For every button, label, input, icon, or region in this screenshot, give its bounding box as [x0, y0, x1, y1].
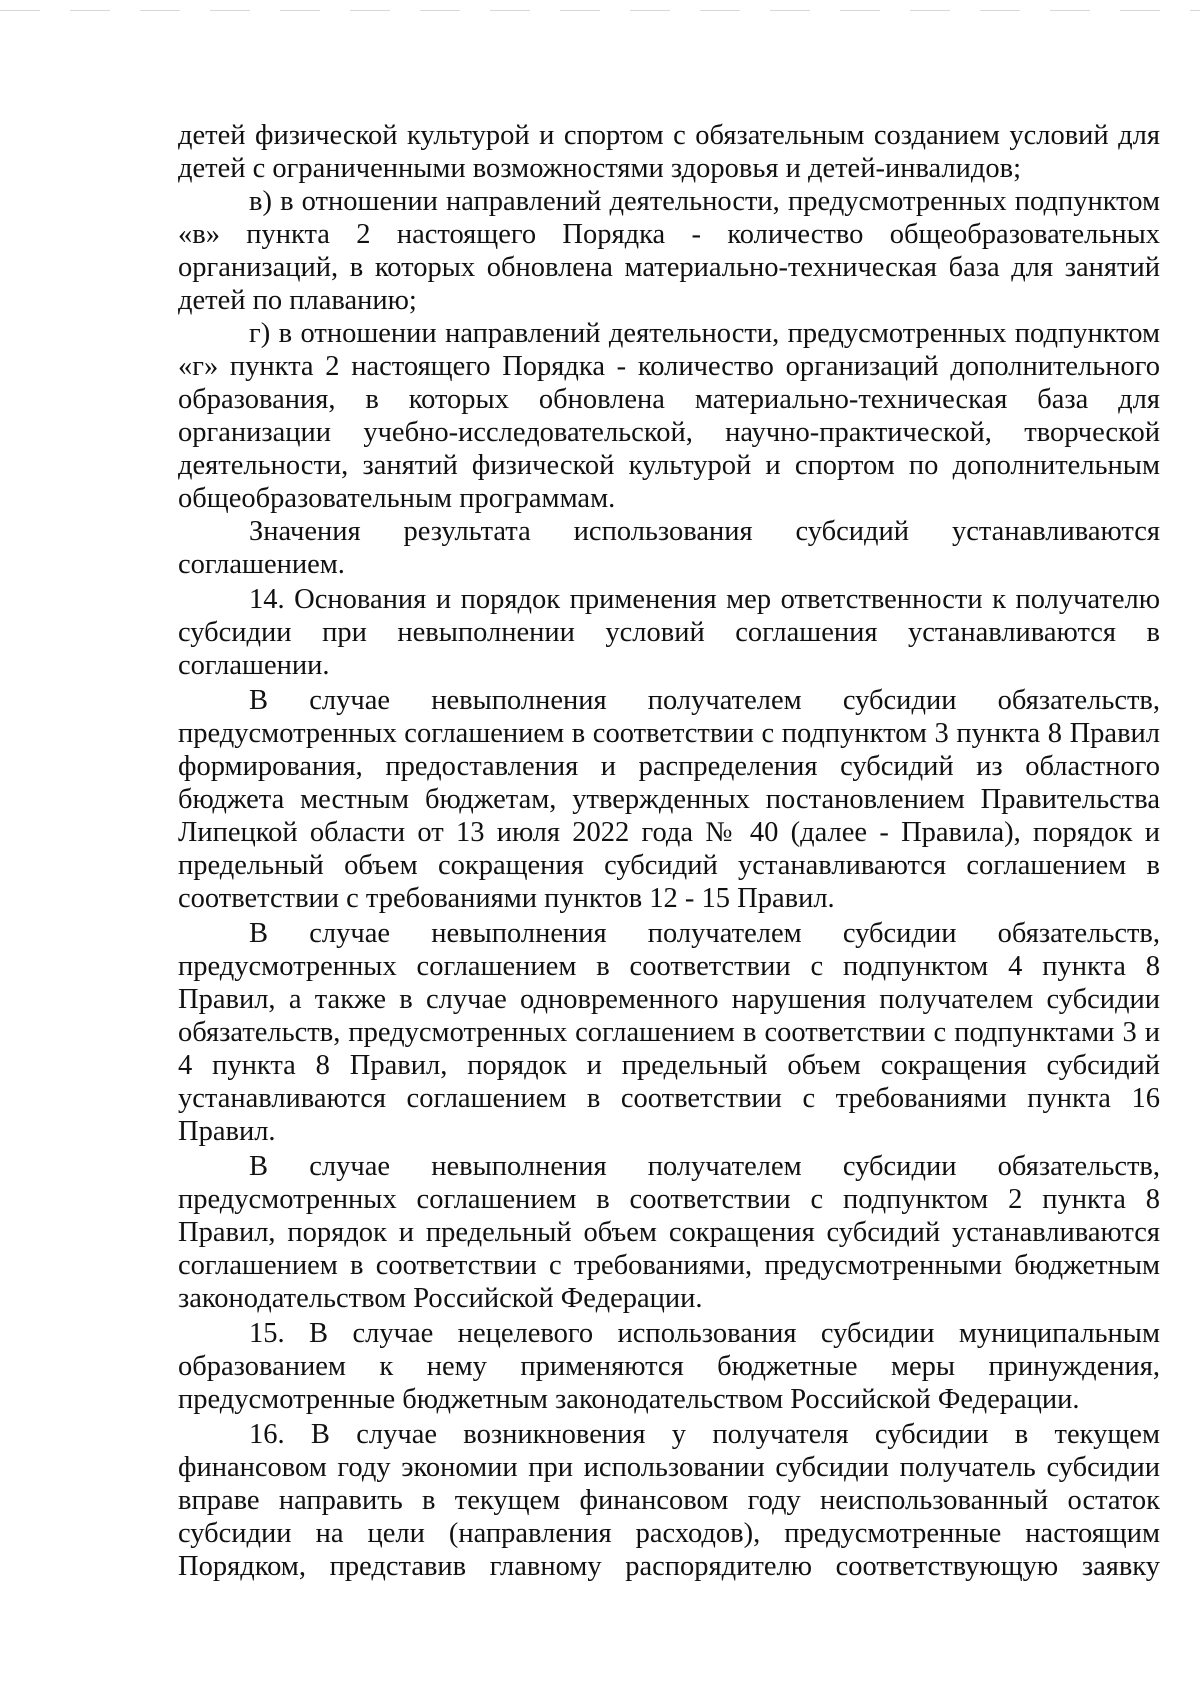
document-page	[178, 119, 1160, 1583]
paragraph-clause-16: 16. В случае возникновения у получателя субсидии в текущем финансовом году экономии при использовании субсидии получатель субсидии вправе направить в текущем финансовом году неиспользованный остаток субсидии на цели (направления расходов), предусмотренные настоящим Порядком, представив главному распорядителю соответствующую заявку	[178, 1419, 1160, 1582]
paragraph-item-g: г) в отношении направлений деятельности, предусмотренных подпунктом «г» пункта 2 настоящего Порядка - количество организаций дополнительного образования, в которых обновлена материально-техническая база для организации учебно-исследовательской, научно-практической, творческой деятельности, занятий физической культурой и спортом по дополнительным общеобразовательным программам.	[178, 318, 1160, 514]
paragraph-case-subitem-3: В случае невыполнения получателем субсидии обязательств, предусмотренных соглашением в соответствии с подпунктом 3 пункта 8 Правил формирования, предоставления и распределения субсидий из областного бюджета местным бюджетам, утвержденных постановлением Правительства Липецкой области от 13 июля 2022 года № 40 (далее - Правила), порядок и предельный объем сокращения субсидий устанавливаются соглашением в соответствии с требованиями пунктов 12 - 15 Правил.	[178, 685, 1160, 914]
paragraph-case-subitem-2: В случае невыполнения получателем субсидии обязательств, предусмотренных соглашением в соответствии с подпунктом 2 пункта 8 Правил, порядок и предельный объем сокращения субсидий устанавливаются соглашением в соответствии с требованиями, предусмотренными бюджетным законодательством Российской Федерации.	[178, 1151, 1160, 1314]
paragraph-item-v: в) в отношении направлений деятельности, предусмотренных подпунктом «в» пункта 2 настоящего Порядка - количество общеобразовательных организаций, в которых обновлена материально-техническая база для занятий детей по плаванию;	[178, 186, 1160, 316]
paragraph-continuation: детей физической культурой и спортом с обязательным созданием условий для детей с ограниченными возможностями здоровья и детей-инвалидов;	[178, 120, 1160, 184]
paragraph-case-subitem-4: В случае невыполнения получателем субсидии обязательств, предусмотренных соглашением в соответствии с подпунктом 4 пункта 8 Правил, а также в случае одновременного нарушения получателем субсидии обязательств, предусмотренных соглашением в соответствии с подпунктами 3 и 4 пункта 8 Правил, порядок и предельный объем сокращения субсидий устанавливаются соглашением в соответствии с требованиями пункта 16 Правил.	[178, 918, 1160, 1147]
scan-edge-line	[0, 10, 1200, 11]
paragraph-result-values: Значения результата использования субсидий устанавливаются соглашением.	[178, 516, 1160, 580]
paragraph-clause-14: 14. Основания и порядок применения мер ответственности к получателю субсидии при невыполнении условий соглашения устанавливаются в соглашении.	[178, 584, 1160, 681]
paragraph-clause-15: 15. В случае нецелевого использования субсидии муниципальным образованием к нему применяются бюджетные меры принуждения, предусмотренные бюджетным законодательством Российской Федерации.	[178, 1318, 1160, 1415]
